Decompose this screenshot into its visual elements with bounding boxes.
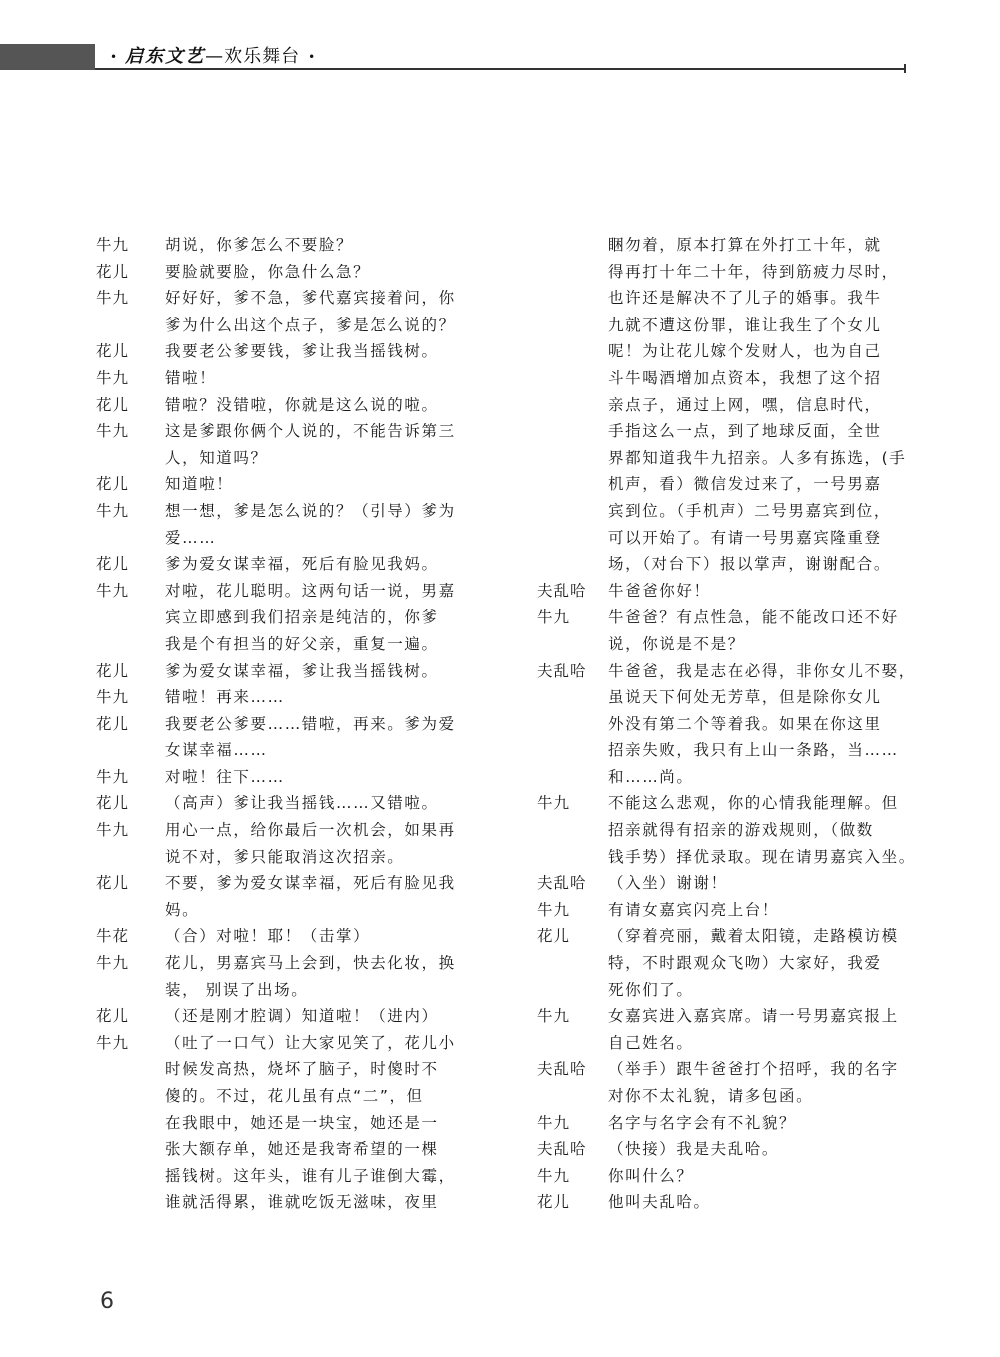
speaker-name: 牛九 (537, 1166, 571, 1185)
dialogue-entry (96, 790, 476, 817)
dialogue-text (608, 897, 917, 924)
dialogue-text (165, 1030, 476, 1216)
dialogue-line: 招亲就得有招亲的游戏规则，（做数 (608, 821, 874, 840)
dialogue-line: 错啦？没错啦，你就是这么说的啦。 (165, 395, 439, 414)
dialogue-line: 场，（对台下）报以掌声，谢谢配合。 (608, 555, 891, 574)
header-separator: — (205, 46, 225, 67)
dialogue-entry (537, 232, 917, 578)
dialogue-entry (96, 923, 476, 950)
speaker-name: 牛九 (96, 954, 130, 973)
journal-name: 启东文艺 (125, 46, 206, 67)
dialogue-entry (537, 870, 917, 897)
dialogue-line: 死你们了。 (608, 980, 694, 999)
dialogue-line: 花儿，男嘉宾马上会到，快去化妆，换 (165, 954, 456, 973)
speaker-name: 牛九 (96, 1033, 130, 1052)
dialogue-line: 宾立即感到我们招亲是纯洁的，你爹 (165, 608, 439, 627)
dialogue-text (608, 232, 917, 578)
dialogue-entry (537, 923, 917, 1003)
dialogue-line: 对啦，花儿聪明。这两句话一说，男嘉 (165, 581, 456, 600)
speaker-name: 牛九 (96, 368, 130, 387)
dialogue-line: （吐了一口气）让大家见笑了，花儿小 (165, 1033, 456, 1052)
speaker-name: 牛九 (96, 501, 130, 520)
speaker-name: 夫乱哈 (537, 1140, 587, 1159)
dialogue-line: 得再打十年二十年，待到筋疲力尽时， (608, 262, 899, 281)
dialogue-line: 和……尚。 (608, 767, 694, 786)
dialogue-line: 九就不遭这份罪，谁让我生了个女儿 (608, 315, 882, 334)
dialogue-entry (537, 1189, 917, 1216)
dialogue-line: 摇钱树。这年头，谁有儿子谁倒大霉， (165, 1166, 456, 1185)
dialogue-line: 牛爸爸，我是志在必得，非你女儿不娶， (608, 661, 916, 680)
dialogue-line: 知道啦！ (165, 475, 234, 494)
dialogue-entry (537, 1056, 917, 1109)
dialogue-line: 你叫什么？ (608, 1166, 694, 1185)
dialogue-entry (96, 365, 476, 392)
dialogue-entry (537, 578, 917, 605)
dialogue-entry (96, 817, 476, 870)
dialogue-entry (96, 1003, 476, 1030)
section-name: 欢乐舞台 (224, 46, 301, 67)
dialogue-line: 装， 别误了出场。 (165, 980, 309, 999)
dialogue-entry (537, 897, 917, 924)
dialogue-line: 对啦！往下…… (165, 767, 285, 786)
dialogue-text (608, 790, 917, 870)
dialogue-line: 想一想，爹是怎么说的？（引导）爹为 (165, 501, 456, 520)
dialogue-line: 时候发高热，烧坏了脑子，时傻时不 (165, 1060, 439, 1079)
dialogue-line: 睏勿着，原本打算在外打工十年，就 (608, 236, 882, 254)
dialogue-entry (96, 418, 476, 471)
dialogue-entry (96, 684, 476, 711)
dialogue-entry (96, 232, 476, 259)
speaker-name: 牛九 (537, 794, 571, 813)
dialogue-line: 说不对，爹只能取消这次招亲。 (165, 847, 405, 866)
dialogue-line: 人，知道吗？ (165, 448, 268, 467)
dialogue-text (165, 578, 476, 658)
dialogue-line: 我要老公爹要钱，爹让我当摇钱树。 (165, 342, 439, 361)
dialogue-text (165, 551, 476, 578)
dialogue-text (165, 950, 476, 1003)
dialogue-line: 钱手势）择优录取。现在请男嘉宾入坐。 (608, 847, 916, 866)
dialogue-text (165, 418, 476, 471)
dialogue-line: 要脸就要脸，你急什么急？ (165, 262, 371, 281)
speaker-name: 花儿 (96, 794, 130, 813)
dialogue-line: 胡说，你爹怎么不要脸？ (165, 236, 354, 254)
header-gray-block (0, 44, 95, 70)
dialogue-line: 张大额存单，她还是我寄希望的一棵 (165, 1140, 439, 1159)
dialogue-line: 在我眼中，她还是一块宝，她还是一 (165, 1113, 439, 1132)
dialogue-text (608, 578, 917, 605)
dialogue-entry (96, 764, 476, 791)
speaker-name: 牛九 (96, 581, 130, 600)
dialogue-line: 机声，看）微信发过来了，一号男嘉 (608, 475, 882, 494)
dialogue-entry (537, 604, 917, 657)
dialogue-text (608, 1189, 917, 1216)
dialogue-line: 好好好，爹不急，爹代嘉宾接着问，你 (165, 289, 456, 308)
dialogue-line: 谁就活得累，谁就吃饭无滋味，夜里 (165, 1193, 439, 1212)
header-rule (95, 68, 905, 70)
dialogue-entry (96, 870, 476, 923)
dialogue-text (165, 365, 476, 392)
speaker-name: 牛九 (96, 422, 130, 441)
dialogue-text (165, 790, 476, 817)
speaker-name: 花儿 (96, 714, 130, 733)
speaker-name: 牛花 (96, 927, 130, 946)
dialogue-line: 他叫夫乱哈。 (608, 1193, 711, 1212)
dialogue-line: 斗牛喝酒增加点资本，我想了这个招 (608, 368, 882, 387)
dialogue-entry (96, 711, 476, 764)
speaker-name: 花儿 (96, 1007, 130, 1026)
dialogue-line: 说，你说是不是？ (608, 634, 745, 653)
speaker-name: 夫乱哈 (537, 661, 587, 680)
dialogue-line: 这是爹跟你俩个人说的，不能告诉第三 (165, 422, 456, 441)
dialogue-line: （穿着亮丽，戴着太阳镜，走路模访模 (608, 927, 899, 946)
dialogue-text (165, 923, 476, 950)
page-number: 6 (100, 1289, 114, 1314)
speaker-name: 牛九 (96, 767, 130, 786)
speaker-name: 牛九 (96, 821, 130, 840)
dialogue-text (165, 764, 476, 791)
speaker-name: 花儿 (96, 395, 130, 414)
dialogue-line: （高声）爹让我当摇钱……又错啦。 (165, 794, 439, 813)
dialogue-text (608, 604, 917, 657)
speaker-name: 花儿 (96, 874, 130, 893)
dialogue-line: 可以开始了。有请一号男嘉宾隆重登 (608, 528, 882, 547)
speaker-name: 夫乱哈 (537, 874, 587, 893)
dialogue-entry (96, 950, 476, 1003)
speaker-name (537, 232, 608, 578)
speaker-name: 花儿 (96, 262, 130, 281)
dialogue-line: 女谋幸福…… (165, 741, 268, 760)
dialogue-line: 界都知道我牛九招亲。人多有拣选，(手 (608, 448, 907, 467)
dialogue-entry (96, 551, 476, 578)
dialogue-line: 傻的。不过，花儿虽有点“二”，但 (165, 1087, 424, 1105)
dialogue-line: 用心一点，给你最后一次机会，如果再 (165, 821, 456, 840)
speaker-name: 花儿 (537, 1193, 571, 1212)
dialogue-text (608, 870, 917, 897)
dialogue-text (165, 684, 476, 711)
speaker-name: 花儿 (537, 927, 571, 946)
dialogue-line: （还是刚才腔调）知道啦！（进内） (165, 1007, 439, 1026)
dialogue-text (165, 1003, 476, 1030)
speaker-name: 牛九 (537, 608, 571, 627)
dialogue-text (165, 471, 476, 498)
dialogue-line: 外没有第二个等着我。如果在你这里 (608, 714, 882, 733)
dialogue-entry (537, 658, 917, 791)
dialogue-line: （举手）跟牛爸爸打个招呼，我的名字 (608, 1060, 899, 1079)
dialogue-entry (96, 1030, 476, 1216)
dialogue-line: 自己姓名。 (608, 1033, 694, 1052)
dialogue-entry (96, 498, 476, 551)
header-rule-end-tick (904, 64, 906, 73)
dialogue-line: 爹为爱女谋幸福，爹让我当摇钱树。 (165, 661, 439, 680)
dialogue-text (608, 923, 917, 1003)
dialogue-text (165, 232, 476, 259)
dialogue-line: （入坐）谢谢！ (608, 874, 728, 893)
dialogue-text (165, 498, 476, 551)
speaker-name: 牛九 (537, 900, 571, 919)
dialogue-line: （合）对啦！耶！（击掌） (165, 927, 371, 946)
dialogue-entry (537, 1003, 917, 1056)
dialogue-entry (96, 285, 476, 338)
dialogue-entry (96, 658, 476, 685)
dialogue-text (165, 711, 476, 764)
header-bullet-right: • (308, 50, 316, 64)
dialogue-entry (96, 338, 476, 365)
dialogue-entry (537, 790, 917, 870)
dialogue-entry (537, 1110, 917, 1137)
header-bullet-left: • (110, 50, 118, 64)
speaker-name: 牛九 (96, 688, 130, 707)
speaker-name: 牛九 (537, 1113, 571, 1132)
speaker-name: 牛九 (96, 236, 130, 254)
right-column (537, 232, 917, 1216)
dialogue-line: 不要，爹为爱女谋幸福，死后有脸见我 (165, 874, 456, 893)
dialogue-line: 爹为爱女谋幸福，死后有脸见我妈。 (165, 555, 439, 574)
dialogue-text (165, 259, 476, 286)
speaker-name: 花儿 (96, 661, 130, 680)
dialogue-text (165, 817, 476, 870)
dialogue-line: 手指这么一点，到了地球反面，全世 (608, 422, 882, 441)
dialogue-text (608, 1110, 917, 1137)
dialogue-text (165, 338, 476, 365)
dialogue-line: 我要老公爹要……错啦，再来。爹为爱 (165, 714, 456, 733)
speaker-name: 夫乱哈 (537, 1060, 587, 1079)
dialogue-text (165, 285, 476, 338)
dialogue-line: 名字与名字会有不礼貌？ (608, 1113, 797, 1132)
dialogue-line: 不能这么悲观，你的心情我能理解。但 (608, 794, 899, 813)
dialogue-text (165, 870, 476, 923)
dialogue-line: 牛爸爸？有点性急，能不能改口还不好 (608, 608, 899, 627)
dialogue-line: 招亲失败，我只有上山一条路，当…… (608, 741, 899, 760)
dialogue-text (608, 1056, 917, 1109)
running-header (102, 44, 323, 70)
dialogue-entry (537, 1136, 917, 1163)
speaker-name: 牛九 (537, 1007, 571, 1026)
dialogue-line: 有请女嘉宾闪亮上台！ (608, 900, 780, 919)
left-column (96, 232, 476, 1216)
speaker-name: 花儿 (96, 342, 130, 361)
dialogue-text (608, 1003, 917, 1056)
dialogue-entry (96, 471, 476, 498)
dialogue-line: 虽说天下何处无芳草，但是除你女儿 (608, 688, 882, 707)
dialogue-line: 宾到位。（手机声）二号男嘉宾到位， (608, 501, 891, 520)
dialogue-line: 也许还是解决不了儿子的婚事。我牛 (608, 289, 882, 308)
dialogue-line: 爱…… (165, 528, 217, 547)
dialogue-text (165, 658, 476, 685)
dialogue-line: 特，不时跟观众飞吻）大家好，我爱 (608, 954, 882, 973)
dialogue-line: 我是个有担当的好父亲，重复一遍。 (165, 634, 439, 653)
dialogue-entry (96, 578, 476, 658)
dialogue-line: 错啦！ (165, 368, 217, 387)
speaker-name: 花儿 (96, 475, 130, 494)
dialogue-entry (96, 392, 476, 419)
dialogue-text (608, 658, 917, 791)
dialogue-entry (537, 1163, 917, 1190)
dialogue-entry (96, 259, 476, 286)
dialogue-line: （快接）我是夫乱哈。 (608, 1140, 780, 1159)
dialogue-text (608, 1136, 917, 1163)
dialogue-line: 妈。 (165, 900, 200, 919)
dialogue-line: 女嘉宾进入嘉宾席。请一号男嘉宾报上 (608, 1007, 899, 1026)
dialogue-line: 呢！为让花儿嫁个发财人，也为自己 (608, 342, 882, 361)
dialogue-text (608, 1163, 917, 1190)
dialogue-line: 爹为什么出这个点子，爹是怎么说的？ (165, 315, 456, 334)
speaker-name: 花儿 (96, 555, 130, 574)
dialogue-line: 对你不太礼貌，请多包函。 (608, 1087, 814, 1105)
dialogue-text (165, 392, 476, 419)
speaker-name: 牛九 (96, 289, 130, 308)
dialogue-line: 亲点子，通过上网，嘿，信息时代， (608, 395, 882, 414)
speaker-name: 夫乱哈 (537, 581, 587, 600)
dialogue-line: 牛爸爸你好！ (608, 581, 711, 600)
dialogue-line: 错啦！再来…… (165, 688, 285, 707)
